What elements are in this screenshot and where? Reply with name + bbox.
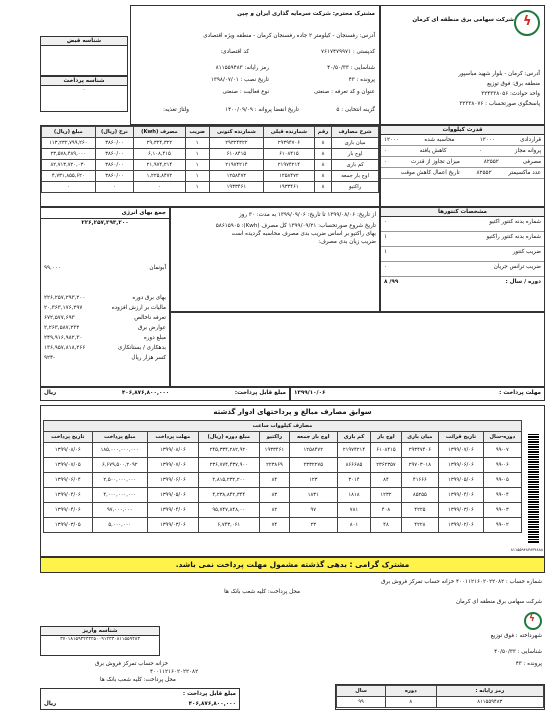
usage-cell: ۱ xyxy=(185,182,209,193)
usage-cell: ۴,۷۳۱,۸۵۵,۶۲۰ xyxy=(42,171,96,182)
power-value: ۱۲۰۰۰ xyxy=(479,137,495,143)
amounts-box xyxy=(40,207,170,387)
history-cell: ۹۷ xyxy=(289,503,337,518)
history-table-header xyxy=(44,432,522,443)
amount-value: ۲۴۹,۹۱۶,۹۸۲,۳۰ xyxy=(44,335,83,341)
power-value: ۰ xyxy=(479,148,483,154)
history-cell: ۱۳۹۹/۰۳/۰۵ xyxy=(44,518,93,533)
history-cell: ۱۳۹۹/۰۷/۰۶ xyxy=(148,458,199,473)
history-cell: ۸۲ xyxy=(259,503,289,518)
history-cell: ۹۹-۰۵ xyxy=(483,473,521,488)
amount-lines xyxy=(41,293,169,363)
usage-cell: ۱۱۳,۲۳۲,۷۹۹,۲۶۰ xyxy=(42,138,96,149)
history-box xyxy=(40,405,545,557)
table-row xyxy=(44,443,522,458)
payable-strip xyxy=(40,387,290,401)
subscription-fee: آبونمان ۹۹,۰۰۰ xyxy=(44,265,166,271)
history-cell: ۱۲۳ xyxy=(289,473,337,488)
address-line: آدرس: کرمان - بلوار شهید مباسپور xyxy=(458,71,540,77)
history-cell: ۱۳۹۹/۰۸/۰۶ xyxy=(148,443,199,458)
usage-cell: ۱ xyxy=(185,149,209,160)
meter-value: ۰ xyxy=(384,219,388,225)
amount-line xyxy=(41,323,169,333)
history-cell: ۸۰۱ xyxy=(337,518,371,533)
amount-label: بدهکاری / بستانکاری xyxy=(117,345,166,351)
power-row xyxy=(381,157,544,168)
usage-cell: ۲۹۳۹۴۷۰۶ xyxy=(264,138,315,149)
stub-payable-currency: ریال xyxy=(44,701,57,707)
table-row xyxy=(44,488,522,503)
usage-table-box xyxy=(40,125,380,207)
usage-cell: ۸ xyxy=(314,149,331,160)
dear-subscriber: مشترک محترم: شرکت سرمایه گذاری ایران و چین xyxy=(237,11,375,17)
usage-header-cell: شمارنده کنونی xyxy=(209,127,263,138)
amount-line xyxy=(41,293,169,303)
usage-header-cell: شرح مصارف xyxy=(332,127,379,138)
meter-period-box xyxy=(170,207,380,312)
power-rows xyxy=(381,135,544,179)
history-cell: ۲۱۹۷۴۲۱۴ xyxy=(337,443,371,458)
history-cell: ۶۱۰۸۴۱۵ xyxy=(371,443,401,458)
subscriber-info-box xyxy=(130,5,380,125)
table-row xyxy=(44,503,522,518)
history-cell: ۸۴ xyxy=(259,473,289,488)
history-cell: ۴۲۲۸ xyxy=(401,518,439,533)
meters-title: مشخصات کنتورها xyxy=(381,208,544,217)
amount-label: تعرفه ناخالص xyxy=(134,315,166,321)
history-cell: ۴,۲۳۸,۸۴۲,۳۴۴ xyxy=(198,488,259,503)
history-cell: ۹۹-۰۳ xyxy=(483,503,521,518)
history-table-body xyxy=(44,443,522,533)
amount-value: ۲۲۶,۲۵۷,۲۹۳,۲۰۰ xyxy=(44,295,86,301)
history-cell: ۷۴ xyxy=(259,518,289,533)
notice-box xyxy=(40,557,545,573)
history-cell: ۵,۰۰۰,۰۰۰ xyxy=(92,518,147,533)
power-row xyxy=(381,168,544,179)
license-expiry: تاریخ انقضا پروانه : ۱۴۰۰/۰۹/۰۹ xyxy=(225,107,299,113)
notes-box xyxy=(170,312,545,387)
usage-cell: ۱ xyxy=(185,160,209,171)
usage-cell: ۸ xyxy=(314,160,331,171)
energy-total: جمع بهای انرژی xyxy=(41,208,169,219)
meter-rows xyxy=(381,217,544,277)
usage-table-header xyxy=(42,127,379,138)
usage-cell: ۲۹۳۲۴۳۲۲ xyxy=(209,138,263,149)
usage-cell: ۲۹,۳۲۴,۳۲۲ xyxy=(134,138,185,149)
usage-header-cell: نرخ (ریال) xyxy=(95,127,134,138)
amount-value: ۶۷۲,۵۷۷,۶۹۳ xyxy=(44,315,75,321)
usage-cell: ۸ xyxy=(314,182,331,193)
amount-value: -۹۲۴ xyxy=(44,355,56,361)
stub-identifier: شناسایی : ۴۰/۵۰/۳۳ xyxy=(494,649,542,655)
stub-region: شهرداخته : فوق توزیع xyxy=(490,633,542,639)
power-title: قدرت کیلووات xyxy=(381,126,544,135)
notice-where-pay: محل پرداخت: کلیه شعب بانک ها xyxy=(224,589,300,595)
history-cell: ۱۳۹۹/۰۵/۰۶ xyxy=(148,488,199,503)
meter-label: شماره بدنه کنتور اکتیو xyxy=(489,219,541,225)
table-row xyxy=(42,182,379,193)
power-value-2: ۱۲۰۰۰ xyxy=(384,137,400,143)
history-cell: ۹۹-۰۶ xyxy=(483,458,521,473)
power-box xyxy=(380,125,545,207)
deadline-value: ۱۳۹۹/۱۰/۰۶ xyxy=(294,390,326,396)
history-cell: ۱۳۹۹/۰۶/۰۴ xyxy=(44,473,93,488)
history-cell: ۱۹۳۳۴۶۱ xyxy=(259,443,289,458)
table-row xyxy=(42,171,379,182)
usage-cell: ۶۱۰۸۴۱۵ xyxy=(264,149,315,160)
history-cell: ۱۲۵۸۴۷۲ xyxy=(289,443,337,458)
deadline-strip xyxy=(290,387,545,401)
file-number: پرونده : ۴۳ xyxy=(348,77,375,83)
energy-total-value: ۲۲۶,۲۵۷,۲۹۳,۲۰۰ xyxy=(81,220,129,226)
bill-id-box xyxy=(40,36,128,76)
stub-payable-label: مبلغ قابل پرداخت : xyxy=(182,691,236,697)
stub-period-label: دوره xyxy=(386,686,436,697)
period-dates: از تاریخ: ۱۳۹۹/۰۸/۰۶ تا تاریخ: ۱۳۹۹/۰۹/۰۶ به مدت: ۳۰ روز xyxy=(239,212,376,218)
barcode-text: ۸۱۱۵۵۹۴۸۳۸۳۴۸۸۸ xyxy=(510,547,543,552)
history-cell: ۲۴۵,۳۳۴,۲۸۲,۹۲۰ xyxy=(198,443,259,458)
power-row xyxy=(381,146,544,157)
amount-label: مبلغ دوره xyxy=(143,335,166,341)
history-cell: ۲۳۶,۷۷۴,۴۳۷,۹۰۰ xyxy=(198,458,259,473)
table-row xyxy=(44,518,522,533)
table-row xyxy=(42,160,379,171)
history-cell: ۱۳۹۹/۰۲/۰۶ xyxy=(439,518,483,533)
usage-cell: ۳۸۶۰/۰۰ xyxy=(95,171,134,182)
pay-id-value: ۰ xyxy=(82,87,86,93)
history-cell: ۱۲۳۲ xyxy=(371,488,401,503)
usage-cell: ۶۱۰۸۴۱۵ xyxy=(209,149,263,160)
postal-code: کدپستی : ۷۶۱۷۴۷۹۹۷۱ xyxy=(321,49,375,55)
bill-id-label: شناسه قبض xyxy=(41,37,127,46)
history-header-cell: تاریخ قرائت xyxy=(439,432,483,443)
stub-logo-icon: ϟ xyxy=(524,612,542,630)
usage-table-body xyxy=(42,138,379,193)
meters-box xyxy=(380,207,545,312)
amount-value: ۲۰,۳۶۳,۱۷۶,۲۹۷ xyxy=(44,305,83,311)
history-cell: ۳۰۱۴ xyxy=(337,473,371,488)
history-cell: ۱۸۳۱ xyxy=(289,488,337,503)
computer-code: رمز رایانه: ۸۱۱۵۵۹۴۸۳ xyxy=(215,65,269,71)
history-header-cell: اوج بار xyxy=(371,432,401,443)
phone-line: پاسخگوی صورتحساب : ۳۲۳۳۸۰۷۶ xyxy=(459,101,540,107)
company-logo-icon: ϟ xyxy=(514,10,540,36)
power-value-2: ۰ xyxy=(384,148,388,154)
usage-cell: ۳۸۶۰/۰۰ xyxy=(95,149,134,160)
history-cell: ۴۰۸ xyxy=(371,503,401,518)
history-header-cell: کم باری xyxy=(337,432,371,443)
usage-header-cell: ضریب xyxy=(185,127,209,138)
usage-cell: اوج بار xyxy=(332,149,379,160)
history-header-cell: راکتیو xyxy=(259,432,289,443)
period-start: تاریخ شروع صورتحساب: ۱۳۹۹/۰۹/۲۱ کل مصرف (Kwh): ۵۸۶۱۵۹۰۵ xyxy=(215,223,376,229)
company-info-box xyxy=(380,5,545,125)
table-row xyxy=(42,138,379,149)
usage-cell: ۱ xyxy=(185,138,209,149)
table-row xyxy=(42,149,379,160)
history-cell: ۶,۶۷۹,۵۰۰,۲۰۹۲ xyxy=(92,458,147,473)
usage-cell: ۱۹۳۳۴۶۱ xyxy=(209,182,263,193)
notice-account: شماره حساب : ۴۰۰۱۱۲۱۶۰۲۰۲۲۰۸۲ خزانه حساب تمرکز فروش برق xyxy=(381,579,542,585)
power-label-2: محاسبه شده xyxy=(424,137,455,143)
activity-type: نوع فعالیت : صنعتی xyxy=(222,89,269,95)
barcode-icon xyxy=(528,434,539,544)
identifier: شناسایی : ۴۰/۵۰/۳۳ xyxy=(327,65,375,71)
stub-period: ۸ xyxy=(386,697,436,708)
usage-cell: راکتیو xyxy=(332,182,379,193)
reactive-note: بهای راکتیو بر اساس ضریب بدی مصرف محاسبه گردیده است xyxy=(231,231,376,237)
tariff-title: عنوان و کد تعرفه : صنعتی xyxy=(313,89,375,95)
history-cell: ۲,۵۰۰,۰۰۰,۰۰۰ xyxy=(92,473,147,488)
usage-cell: ۱۲۵۸۴۷۲ xyxy=(209,171,263,182)
amount-line xyxy=(41,343,169,353)
stub-file: پرونده : ۴۳ xyxy=(515,661,542,667)
history-cell: ۱۸۱۸ xyxy=(337,488,371,503)
meter-row xyxy=(381,217,544,232)
pay-id-label: شناسه پرداخت xyxy=(41,77,127,86)
usage-header-cell: مصرف (Kwh) xyxy=(134,127,185,138)
amount-value: ۲,۲۶۳,۵۸۷,۲۳۲ xyxy=(44,325,80,331)
history-cell: ۱۳۹۹/۰۴/۰۶ xyxy=(44,488,93,503)
economic-code: کد اقتصادی: xyxy=(220,49,249,55)
history-cell: ۱۳۹۹/۰۵/۰۶ xyxy=(439,473,483,488)
usage-cell: ۰ xyxy=(42,182,96,193)
history-cell: ۴۲۲۵ xyxy=(401,503,439,518)
history-cell: ۹۷,۰۰۰,۰۰۰ xyxy=(92,503,147,518)
history-cell: ۲۲۳۸۶۹ xyxy=(259,458,289,473)
power-value: ۸۲۵۵۲ xyxy=(476,170,492,176)
stub-account-line: خزانه حساب تمرکز فروش برق xyxy=(95,661,169,667)
history-cell: ۷۸۱ xyxy=(337,503,371,518)
meters-period: دوره / سال : ۹۹/ ۸ xyxy=(384,279,541,285)
power-row xyxy=(381,135,544,146)
stub-serial-label: رمز رایانه : xyxy=(436,686,544,697)
history-header-cell: اوج بار جمعه xyxy=(289,432,337,443)
usage-cell: ۸ xyxy=(314,171,331,182)
history-cell: ۱۳۹۹/۰۴/۰۶ xyxy=(439,488,483,503)
history-cell: ۸۳ xyxy=(259,488,289,503)
history-cell: ۱۳۹۹/۰۸/۰۶ xyxy=(44,443,93,458)
pay-id-box xyxy=(40,76,128,112)
amount-label: عوارض برق xyxy=(137,325,166,331)
meter-label: ضریب ترانس جریان xyxy=(493,264,541,270)
usage-header-cell: شمارنده قبلی xyxy=(264,127,315,138)
usage-cell: ۳۸۶۰/۰۰ xyxy=(95,138,134,149)
history-cell: ۱۳۹۹/۰۷/۰۶ xyxy=(439,443,483,458)
power-label-2: تاریخ اعمال کاهش موقت xyxy=(400,170,460,176)
usage-header-cell: مبلغ (ریال) xyxy=(42,127,96,138)
usage-cell: ۸ xyxy=(314,138,331,149)
history-cell: ۹۹-۰۷ xyxy=(483,443,521,458)
usage-cell: ۰ xyxy=(95,182,134,193)
option-group: گزینه انتخابی : ۵ xyxy=(336,107,375,113)
stub-year: ۹۹ xyxy=(337,697,386,708)
history-cell: ۲۳ xyxy=(289,518,337,533)
usage-cell: کم باری xyxy=(332,160,379,171)
table-row xyxy=(44,458,522,473)
history-header-cell: مهلت پرداخت xyxy=(148,432,199,443)
history-header-cell: میان باری xyxy=(401,432,439,443)
power-label-2: میزان تجاوز از قدرت xyxy=(410,159,460,165)
stub-codes-box xyxy=(335,684,545,710)
history-cell: ۱۳۹۹/۰۴/۰۶ xyxy=(148,503,199,518)
company-name: شرکت سهامی برق منطقه ای کرمان xyxy=(412,17,514,23)
meter-label: شماره بدنه کنتور راکتیو xyxy=(486,234,541,240)
power-label-2: کاهش یافته xyxy=(419,148,447,154)
amount-line xyxy=(41,353,169,363)
history-cell: ۴۸ xyxy=(371,518,401,533)
power-label: قراردادی xyxy=(520,137,541,143)
meter-value: ۱ xyxy=(384,234,388,240)
amount-line xyxy=(41,303,169,313)
amount-line xyxy=(41,313,169,323)
usage-cell: ۰ xyxy=(134,182,185,193)
power-value: ۸۲۵۵۲ xyxy=(483,159,499,165)
history-cell: ۲,۸۱۵,۲۳۲,۲۰۰ xyxy=(198,473,259,488)
meter-value: ۱ xyxy=(384,249,388,255)
deadline-label: مهلت پرداخت : xyxy=(499,390,541,396)
stub-codes-table xyxy=(336,685,544,708)
usage-cell: ۸۲,۷۱۳,۷۲۰,۰۳۰ xyxy=(42,160,96,171)
history-cell: ۹۹-۰۲ xyxy=(483,518,521,533)
stub-year-label: سال xyxy=(337,686,386,697)
usage-cell: ۱,۲۲۵,۸۴۷۲ xyxy=(134,171,185,182)
history-cell: ۲۳۳۲۲۷۵ xyxy=(289,458,337,473)
history-cell: ۲۹۷۰۳۰۱۸ xyxy=(401,458,439,473)
usage-cell: ۲۱۹۷۴۲۱۴ xyxy=(264,160,315,171)
meter-value: ۰ xyxy=(384,264,388,270)
notice-text: مشترک گرامی : بدهی گذشته مشمول مهلت پرداخت نمی باشد. xyxy=(175,560,410,569)
history-cell: ۱۳۹۹/۰۷/۰۵ xyxy=(44,458,93,473)
history-header-cell: دوره-سال xyxy=(483,432,521,443)
meter-row xyxy=(381,262,544,277)
payable-label: مبلغ قابل پرداخت: xyxy=(234,390,286,396)
history-cell: ۱۳۹۹/۰۶/۰۶ xyxy=(148,473,199,488)
stub-company: شرکت سهامی برق منطقه ای کرمان xyxy=(455,599,542,605)
power-label: پروانه مجاز xyxy=(514,148,541,154)
history-cell: ۱۳۹۹/۰۶/۰۶ xyxy=(439,458,483,473)
usage-cell: اوج بار جمعه xyxy=(332,171,379,182)
history-cell: ۴۱۶۶۶ xyxy=(401,473,439,488)
history-cell: ۲۳۶۲۳۵۷ xyxy=(371,458,401,473)
meter-row xyxy=(381,232,544,247)
loss-factor: ضریب زیان بدی مصرف: xyxy=(318,239,376,245)
history-cell: ۲۹۳۴۷۴۰۶ xyxy=(401,443,439,458)
history-cell: ۸۵۲۵۵ xyxy=(401,488,439,503)
history-title: سوابق مصارف مبالغ و پرداختهای ادوار گذشته xyxy=(213,408,372,416)
history-header-cell: مبلغ پرداخت xyxy=(92,432,147,443)
usage-cell: ۳۸۶۰/۰۰ xyxy=(95,160,134,171)
history-cell: ۸۴ xyxy=(371,473,401,488)
power-label: مصرفی xyxy=(522,159,541,165)
amount-value: ۱۳۶,۹۵۷,۸۱۸,۲۶۶ xyxy=(44,345,86,351)
usage-cell: ۱۹۳۳۴۶۱ xyxy=(264,182,315,193)
history-cell: ۸۶۶۶۸۵ xyxy=(337,458,371,473)
history-cell: ۹۹-۰۴ xyxy=(483,488,521,503)
amount-label: بهای برق دوره xyxy=(132,295,166,301)
history-table xyxy=(43,420,522,533)
amount-line xyxy=(41,333,169,343)
history-subheader: مصارف کیلووات ساعت xyxy=(44,421,522,432)
usage-cell: ۲۱,۹۷۴,۲۱۴ xyxy=(134,160,185,171)
usage-cell: ۲۱۹۷۴۲۱۴ xyxy=(209,160,263,171)
history-cell: ۴,۰۰۰,۰۰۰,۰۰۰ xyxy=(92,488,147,503)
meter-row xyxy=(381,247,544,262)
power-label: عدد ماکسیمتر xyxy=(508,170,541,176)
history-cell: ۱۸۵,۰۰۰,۰۰۰,۰۰۰ xyxy=(92,443,147,458)
unit-line: واحد حوادث: ۳۲۴۳۳۸۰۵۶ xyxy=(481,91,540,97)
stub-depositor-id: ۳۷۰۱۸۱۵۹۳۲۴۳۲۵۰۰۹۱۲۳۳۰۸۱۱۵۵۹۴۸۳ xyxy=(60,637,140,642)
table-row xyxy=(44,473,522,488)
install-date: تاریخ نصب : ۱۳۹۸/۰۷/۰۱ xyxy=(210,77,269,83)
history-cell: ۹۵,۷۴۷,۸۴۸,۰۰ xyxy=(198,503,259,518)
payable-currency: ریال xyxy=(44,390,57,396)
stub-depositor-box xyxy=(40,626,160,656)
region-line: منطقه برق: فوق توزیع xyxy=(487,81,540,87)
history-header-cell: مبلغ دوره (ریال) xyxy=(198,432,259,443)
usage-table xyxy=(41,126,379,193)
history-cell: ۱۳۹۹/۰۳/۰۶ xyxy=(439,503,483,518)
usage-cell: ۱ xyxy=(185,171,209,182)
stub-where-pay: محل پرداخت: کلیه شعب بانک ها xyxy=(100,677,176,683)
usage-cell: ۲۳,۵۷۸,۴۸۹,۰۰۰ xyxy=(42,149,96,160)
payable-value: ۴۰۶,۸۷۶,۸۰۰,۰۰۰ xyxy=(121,390,170,396)
history-header-cell: تاریخ پرداخت xyxy=(44,432,93,443)
stub-payable-box xyxy=(40,688,240,710)
usage-cell: ۱۲۵۸۴۷۲ xyxy=(264,171,315,182)
history-cell: ۱۳۹۹/۰۴/۰۶ xyxy=(44,503,93,518)
usage-cell: میان باری xyxy=(332,138,379,149)
meter-label: ضریب کنتور xyxy=(512,249,541,255)
power-value-2: ۰ xyxy=(384,159,388,165)
usage-header-cell: رقم xyxy=(314,127,331,138)
amount-label: کسر هزار ریال xyxy=(131,355,166,361)
usage-cell: ۶,۱۰۸,۴۱۵ xyxy=(134,149,185,160)
history-cell: ۶,۷۴۳,۰۶۱ xyxy=(198,518,259,533)
subscriber-address: آدرس: رفسنجان - کیلومتر ۲ جاده رفسنجان کرمان - منطقه ویژه اقتصادی xyxy=(203,33,375,39)
amount-label: مالیات بر ارزش افزوده xyxy=(111,305,166,311)
stub-depositor-label: شناسه واریز xyxy=(41,627,159,636)
stub-serial: ۸۱۱۵۵۹۴۸۳ xyxy=(436,697,544,708)
history-cell: ۱۳۹۹/۰۳/۰۶ xyxy=(148,518,199,533)
stub-payable-value: ۴۰۶,۸۷۶,۸۰۰,۰۰۰ xyxy=(188,701,236,707)
stub-account-number: ۴۰۰۱۱۲۱۶۰۲۰۲۲۰۸۲ xyxy=(150,669,199,675)
voltage: ولتاژ تغذیه: xyxy=(163,107,189,113)
